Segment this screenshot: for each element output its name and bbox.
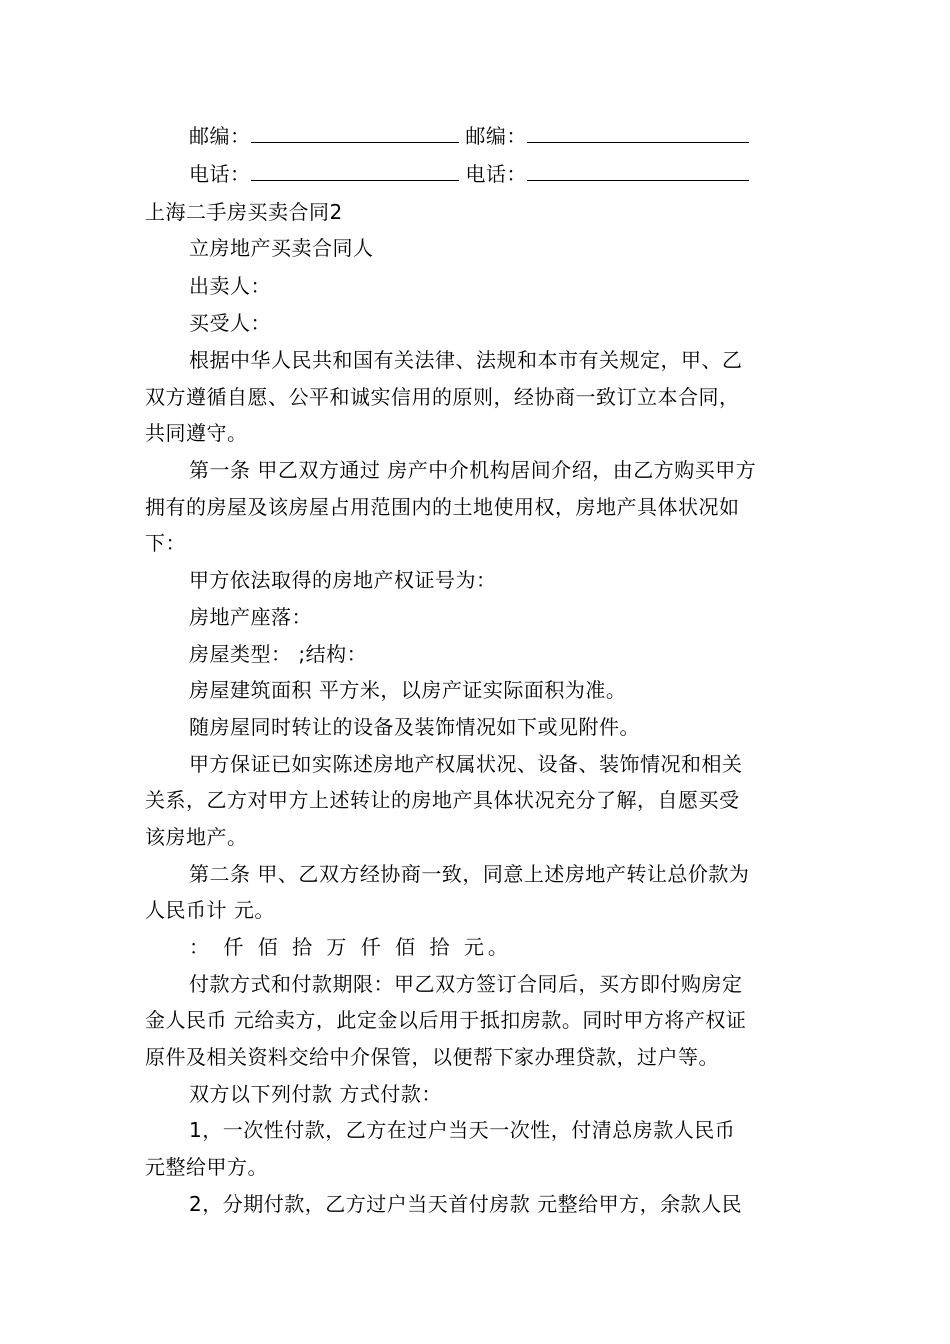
text-line: 双方遵循自愿、公平和诚实信用的原则，经协商一致订立本合同， [145, 385, 740, 409]
text-line: 甲方保证已如实陈述房地产权属状况、设备、装饰情况和相关 [189, 752, 743, 776]
text-line: 金人民币 元给卖方，此定金以后用于抵扣房款。同时甲方将产权证 [145, 1008, 747, 1032]
phone-label-left: 电话： [189, 162, 251, 186]
text-line: 1，一次性付款，乙方在过户当天一次性，付清总房款人民币 [189, 1118, 736, 1142]
text-line: 第二条 甲、乙双方经协商一致，同意上述房地产转让总价款为 [189, 862, 750, 886]
phone-row [145, 156, 810, 192]
text-line: 房屋类型： ;结构： [189, 642, 368, 666]
postcode-row [145, 118, 810, 154]
text-line: 元整给甲方。 [145, 1155, 268, 1179]
text-line: 付款方式和付款期限：甲乙双方签订合同后，买方即付购房定 [189, 972, 743, 996]
phone-label-right: 电话： [465, 162, 527, 186]
text-line: 拥有的房屋及该房屋占用范围内的土地使用权，房地产具体状况如 [145, 495, 740, 519]
text-line: 房地产座落： [189, 605, 312, 629]
text-line: 原件及相关资料交给中介保管，以便帮下家办理贷款，过户等。 [145, 1045, 719, 1069]
text-line: 买受人： [189, 311, 271, 335]
phone-blank-right [527, 158, 749, 181]
postcode-label-left: 邮编： [189, 124, 251, 148]
text-line: 立房地产买卖合同人 [189, 236, 374, 260]
text-line: 关系，乙方对甲方上述转让的房地产具体状况充分了解，自愿买受 [145, 788, 740, 812]
text-line: 甲方依法取得的房地产权证号为： [189, 568, 497, 592]
postcode-blank-left [251, 120, 459, 143]
text-line: 人民币计 元。 [145, 898, 275, 922]
text-line: 根据中华人民共和国有关法律、法规和本市有关规定，甲、乙 [189, 348, 743, 372]
text-line: ： 仟 佰 拾 万 仟 佰 拾 元。 [189, 935, 512, 959]
text-line: 共同遵守。 [145, 421, 248, 445]
text-line: 随房屋同时转让的设备及装饰情况如下或见附件。 [189, 715, 640, 739]
text-line: 第一条 甲乙双方通过 房产中介机构居间介绍，由乙方购买甲方 [189, 458, 757, 482]
text-line: 2，分期付款，乙方过户当天首付房款 元整给甲方，余款人民 [189, 1192, 743, 1216]
text-line: 双方以下列付款 方式付款： [189, 1082, 442, 1106]
text-line: 房屋建筑面积 平方米，以房产证实际面积为准。 [189, 678, 627, 702]
document-title: 上海二手房买卖合同2 [145, 200, 343, 224]
phone-blank-left [251, 158, 459, 181]
text-line: 出卖人： [189, 274, 271, 298]
postcode-label-right: 邮编： [465, 124, 527, 148]
postcode-blank-right [527, 120, 749, 143]
text-line: 下： [145, 531, 186, 555]
text-line: 该房地产。 [145, 825, 248, 849]
